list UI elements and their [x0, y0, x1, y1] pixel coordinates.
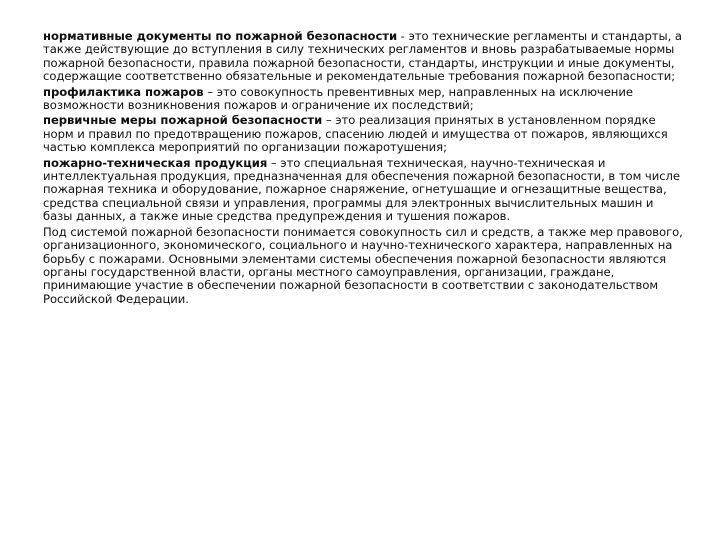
term-fire-technical-products: пожарно-техническая продукция [43, 155, 268, 170]
term-primary-measures: первичные меры пожарной безопасности [43, 113, 323, 128]
paragraph-fire-safety-system [43, 226, 685, 306]
term-normative-documents: нормативные документы по пожарной безопасности [43, 29, 398, 43]
text-body [43, 30, 685, 308]
definition-fire-technical-products: – это специальная техническая, научно-техническая и интеллектуальная продукция, предназначенная для обеспечения пожарной безопасности, в том числе пожарная техника и оборудование, пожарное снаряжение, огнетушащие и огнезащитные вещества, средства специальной связи и управления, программы для электронных вычислительных машин и базы данных, а также иные средства предупреждения и тушения пожаров. [43, 155, 680, 224]
definition-fire-prevention: – это совокупность превентивных мер, направленных на исключение возможности возникновения пожаров и ограничение их последствий; [43, 84, 633, 113]
fire-safety-system-text: Под системой пожарной безопасности понимается совокупность сил и средств, а также мер правового, организационного, экономического, социального и научно-технического характера, направленных на борьбу с пожарами. Основными элементами системы обеспечения пожарной безопасности являются органы государственной власти, органы местного самоуправления, организации, граждане, принимающие участие в обеспечении пожарной безопасности в соответствии с законодательством Российской Федерации. [43, 224, 683, 306]
paragraph-normative-documents [43, 30, 685, 84]
definition-normative-documents: - это технические регламенты и стандарты, а также действующие до вступления в силу технических регламентов и вновь разрабатываемые нормы пожарной безопасности, правила пожарной безопасности, стандарты, инструкции и иные документы, содержащие соответственно обязательные и рекомендательные требования пожарной безопасности; [43, 29, 682, 84]
paragraph-primary-measures [43, 114, 685, 154]
definition-primary-measures: – это реализация принятых в установленном порядке норм и правил по предотвращению пожаров, спасению людей и имущества от пожаров, являющихся частью комплекса мероприятий по организации пожаротушения; [43, 113, 668, 155]
term-fire-prevention: профилактика пожаров [43, 84, 204, 99]
paragraph-fire-prevention [43, 86, 685, 113]
paragraph-fire-technical-products [43, 157, 685, 224]
